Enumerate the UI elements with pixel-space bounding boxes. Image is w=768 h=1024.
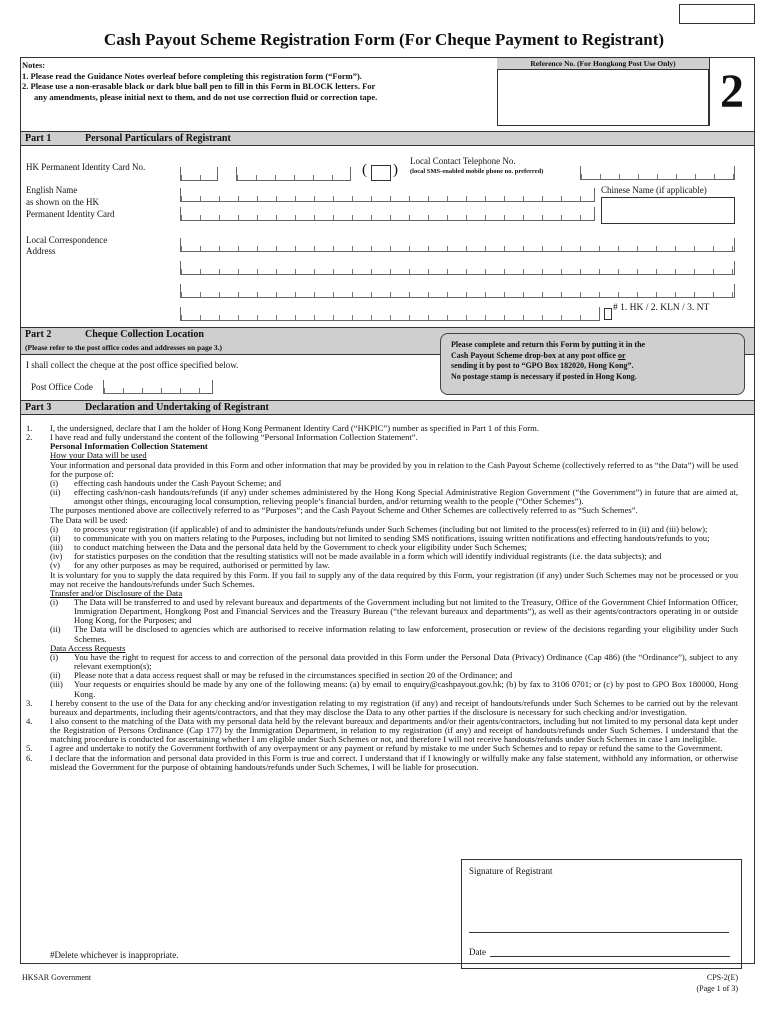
declaration-item-number xyxy=(26,561,50,570)
declaration-body xyxy=(26,424,738,772)
check-digit-open-paren: ( xyxy=(362,162,367,178)
address-label: Local Correspondence xyxy=(26,235,108,245)
declaration-item-number xyxy=(26,516,50,525)
hkid-digits-field[interactable] xyxy=(236,167,351,181)
declaration-text: How your Data will be used xyxy=(50,450,147,461)
declaration-text: I have read and fully understand the content of the following “Personal Information Collection Statement”. xyxy=(50,432,418,443)
notice-line-1: Please complete and return this Form by putting it in the xyxy=(451,340,646,349)
region-note: # 1. HK / 2. KLN / 3. NT xyxy=(613,303,710,313)
declaration-sub-number: (i) xyxy=(50,523,59,534)
submission-notice xyxy=(440,333,745,395)
chinese-name-field[interactable] xyxy=(601,197,735,224)
address-field-3[interactable] xyxy=(180,284,735,298)
declaration-item-number: 1. xyxy=(26,423,33,433)
declaration-text: for any other purposes as may be required, authorised or permitted by law. xyxy=(74,560,330,571)
declaration-sub-number: (ii) xyxy=(50,487,61,498)
notes-line-3: any amendments, please initial next to them, and do not use correction fluid or correction tape. xyxy=(34,91,378,102)
declaration-row xyxy=(26,653,738,671)
delete-note: #Delete whichever is inappropriate. xyxy=(50,950,179,960)
declaration-item-number xyxy=(26,488,50,506)
declaration-text: effecting cash/non-cash handouts/refunds (if any) under schemes administered by the Hong Kong Special Administrative Region Government (“the Government”) in future that are aimed at, amongst other things, encouraging local consumption, relieving people’s financial burden, and/or returning wealth to the people (“Other Schemes”). xyxy=(74,487,738,507)
part1-header xyxy=(21,131,754,146)
declaration-item-number: 6. xyxy=(26,752,33,763)
declaration-text: It is voluntary for you to supply the data required by this Form. If you fail to supply any of the data required by this Form, your registration (if any) under Such Schemes may not be processed or you may not receive the handouts/refunds under Such Schemes. xyxy=(50,569,738,589)
declaration-sub-number: (ii) xyxy=(50,670,61,681)
footer-page-number: (Page 1 of 3) xyxy=(696,984,738,993)
collection-statement: I shall collect the cheque at the post office specified below. xyxy=(26,360,239,370)
declaration-row xyxy=(26,598,738,625)
telephone-field[interactable] xyxy=(580,166,735,180)
declaration-item-number xyxy=(26,644,50,653)
declaration-item-number xyxy=(26,598,50,625)
declaration-item-number xyxy=(26,552,50,561)
declaration-text: effecting cash handouts under the Cash Payout Scheme; and xyxy=(74,477,281,488)
declaration-row xyxy=(26,625,738,643)
declaration-sub-number: (ii) xyxy=(50,624,61,635)
declaration-item-number xyxy=(26,589,50,598)
notes-block xyxy=(22,60,492,102)
notice-line-3: sending it by post to “GPO Box 182020, Hong Kong”. xyxy=(451,361,634,370)
declaration-text: Transfer and/or Disclosure of the Data xyxy=(50,587,183,598)
declaration-text: Please note that a data access request shall or may be refused in the circumstances specified in section 20 of the Ordinance; and xyxy=(74,670,513,681)
reference-divider xyxy=(709,58,710,126)
address-sub-label: Address xyxy=(26,246,56,256)
declaration-item-number: 2. xyxy=(26,432,33,443)
declaration-text: for statistics purposes on the condition that the resulting statistics will not be made available in a form which will identify individual registrants (i.e. the data subjects); and xyxy=(74,551,662,562)
declaration-item-number: 3. xyxy=(26,697,33,708)
chinese-name-label: Chinese Name (if applicable) xyxy=(601,185,707,195)
hkid-prefix-field[interactable] xyxy=(180,167,218,181)
declaration-text: The Data will be used: xyxy=(50,514,128,525)
address-field-2[interactable] xyxy=(180,261,735,275)
declaration-sub-number: (i) xyxy=(50,596,59,607)
form-number: 2 xyxy=(720,65,744,118)
top-corner-box xyxy=(679,4,755,24)
hkid-label: HK Permanent Identity Card No. xyxy=(26,162,146,172)
part1-number: Part 1 xyxy=(25,133,52,144)
notice-line-4: No postage stamp is necessary if posted in Hong Kong. xyxy=(451,371,637,381)
part1-title: Personal Particulars of Registrant xyxy=(85,133,231,144)
notes-heading: Notes: xyxy=(22,60,46,70)
declaration-item-number xyxy=(26,680,50,698)
declaration-text: Your information and personal data provided in this Form and other information that may be provided by you in relation to the Cash Payout Scheme (collectively referred to as “the Data”) will be used for the purpose of: xyxy=(50,459,738,479)
declaration-text: to communicate with you on matters relating to the Purposes, including but not limited to sending SMS notifications, issuing written notifications and effecting handouts/refunds to you; xyxy=(74,532,710,543)
declaration-text: I also consent to the matching of the Data with my personal data held by the relevant bureaux and departments and/or their agents/contractors, including but not limited to my personal data kept under the Registration of Persons Ordinance (Cap 177) by the Immigration Department, in relation to my registration (if any) and receipt of handouts/refunds under Such Schemes. I understand that the matching procedure is conducted for ascertaining whether I am eligible under Such Schemes or not, and therefore I will not receive handouts/refunds under Such Schemes in case I am ineligible. xyxy=(50,716,738,745)
address-field-4[interactable] xyxy=(180,307,600,321)
declaration-sub-number: (iii) xyxy=(50,542,63,553)
declaration-item-number xyxy=(26,571,50,589)
declaration-row xyxy=(26,571,738,589)
signature-line[interactable] xyxy=(469,932,729,933)
declaration-text: I declare that the information and personal data provided in this Form is true and correct. I understand that if I knowingly or wilfully make any false statement, withhold any information, or otherwise mislead the Government for the purpose of obtaining handouts/refunds under Such Schemes, I will be liable for prosecution. xyxy=(50,752,738,772)
english-name-field-2[interactable] xyxy=(180,207,595,221)
declaration-item-number: 4. xyxy=(26,716,33,726)
declaration-text: Personal Information Collection Statement xyxy=(50,441,208,452)
telephone-note: (local SMS-enabled mobile phone no. preferred) xyxy=(410,168,544,175)
english-name-sub1: as shown on the HK xyxy=(26,197,99,207)
address-field-1[interactable] xyxy=(180,238,735,252)
signature-label: Signature of Registrant xyxy=(469,866,553,876)
declaration-text: The purposes mentioned above are collectively referred to as “Purposes”; and the Cash Payout Scheme and Other Schemes are collectively referred to as “Such Schemes”. xyxy=(50,505,638,516)
declaration-text: I agree and undertake to notify the Government forthwith of any overpayment or any payment or refund by mistake to me under Such Schemes and to repay or refund the same to the Government. xyxy=(50,743,723,754)
declaration-item-number xyxy=(26,479,50,488)
declaration-text: I hereby consent to the use of the Data for any checking and/or investigation relating to my registration (if any) and receipt of handouts/refunds under Such Schemes to be carried out by the relevant bureaux and departments, including their agents/contractors, and that they may disclose the Data to any other parties if the disclosure is necessary for such checking and/or investigation. xyxy=(50,697,738,717)
declaration-text: The Data will be transferred to and used by relevant bureaux and departments of the Government including but not limited to the Treasury, Office of the Government Chief Information Officer, Immigration Department, Hongkong Post and Financial Services and the Treasury Bureau (“the relevant bureaux and departments”), as well as their agents/contractors operating in or outside Hong Kong, for the Purposes; and xyxy=(74,596,738,626)
declaration-item-number xyxy=(26,525,50,534)
form-title: Cash Payout Scheme Registration Form (For Cheque Payment to Registrant) xyxy=(103,30,665,49)
declaration-row xyxy=(26,699,738,717)
declaration-item-number xyxy=(26,451,50,460)
declaration-sub-number: (iii) xyxy=(50,679,63,690)
declaration-item-number xyxy=(26,506,50,515)
part3-header xyxy=(21,400,754,415)
notice-line-2a: Cash Payout Scheme drop-box at any post office xyxy=(451,350,618,360)
declaration-item-number: 5. xyxy=(26,743,33,754)
declaration-item-number xyxy=(26,653,50,671)
notice-line-2 xyxy=(451,351,736,362)
notes-line-1: 1. Please read the Guidance Notes overleaf before completing this registration form (“Form”). xyxy=(22,70,362,81)
declaration-text: to conduct matching between the Data and the personal data held by the Government to check your eligibility under Such Schemes; xyxy=(74,542,527,553)
date-label: Date xyxy=(469,947,486,957)
declaration-row xyxy=(26,461,738,479)
footer-government: HKSAR Government xyxy=(22,973,92,982)
declaration-row xyxy=(26,754,738,772)
part3-title: Declaration and Undertaking of Registrant xyxy=(85,402,269,413)
declaration-sub-number: (i) xyxy=(50,477,59,488)
declaration-row xyxy=(26,488,738,506)
declaration-text: Your requests or enquiries should be made by any one of the following means: (a) by email to enquiry@cashpayout.gov.hk; (b) by fax to 3106 0701; or (c) by post to GPO Box 180000, Hong Kong. xyxy=(74,679,738,699)
english-name-label: English Name xyxy=(26,185,78,195)
declaration-row xyxy=(26,717,738,744)
notes-line-2: 2. Please use a non-erasable black or dark blue ball pen to fill in this Form in BLOCK letters. For xyxy=(22,81,376,91)
declaration-item-number xyxy=(26,442,50,451)
date-line[interactable] xyxy=(490,956,730,957)
reference-label: Reference No. (For Hongkong Post Use Only) xyxy=(497,58,709,70)
region-code-field[interactable] xyxy=(604,308,612,320)
telephone-label: Local Contact Telephone No. xyxy=(410,156,516,166)
english-name-field-1[interactable] xyxy=(180,188,595,202)
declaration-item-number xyxy=(26,625,50,643)
declaration-row xyxy=(26,680,738,698)
notice-or: or xyxy=(617,350,626,360)
part2-title: Cheque Collection Location xyxy=(85,329,204,340)
declaration-text: Data Access Requests xyxy=(50,642,126,653)
declaration-row xyxy=(26,506,738,515)
footer-form-code: CPS-2(E) xyxy=(706,973,738,982)
signature-box xyxy=(461,859,742,969)
declaration-text: The Data will be disclosed to agencies which are authorised to receive information relating to law enforcement, prosecution or review of the decisions regarding your eligibility under Such Schemes. xyxy=(74,624,738,644)
declaration-text: You have the right to request for access to and correction of the personal data provided in this Form under the Personal Data (Privacy) Ordinance (Cap 486) (the “Ordinance”), subject to any relevant exemption(s); xyxy=(74,651,738,672)
declaration-item-number xyxy=(26,534,50,543)
declaration-item-number xyxy=(26,543,50,552)
part2-number: Part 2 xyxy=(25,329,52,340)
declaration-text: to process your registration (if applicable) of and to administer the handouts/refunds under Such Schemes (including but not limited to the process(es) referred to in (ii) and (iii) below); xyxy=(74,523,708,534)
part2-subtitle: (Please refer to the post office codes and addresses on page 3.) xyxy=(25,343,223,352)
declaration-sub-number: (ii) xyxy=(50,532,61,543)
declaration-item-number xyxy=(26,461,50,479)
part3-number: Part 3 xyxy=(25,402,52,413)
english-name-sub2: Permanent Identity Card xyxy=(26,209,115,219)
post-office-code-field[interactable] xyxy=(103,380,213,394)
declaration-sub-number: (i) xyxy=(50,651,59,662)
declaration-item-number xyxy=(26,671,50,680)
declaration-sub-number: (iv) xyxy=(50,551,63,562)
declaration-sub-number: (v) xyxy=(50,560,61,571)
check-digit-close-paren: ) xyxy=(393,162,398,178)
declaration-text: I, the undersigned, declare that I am the holder of Hong Kong Permanent Identity Card (“HKPIC”) number as specified in Part 1 of this Form. xyxy=(50,423,540,433)
post-office-code-label: Post Office Code xyxy=(31,382,93,392)
hkid-check-digit-field[interactable] xyxy=(371,165,391,181)
